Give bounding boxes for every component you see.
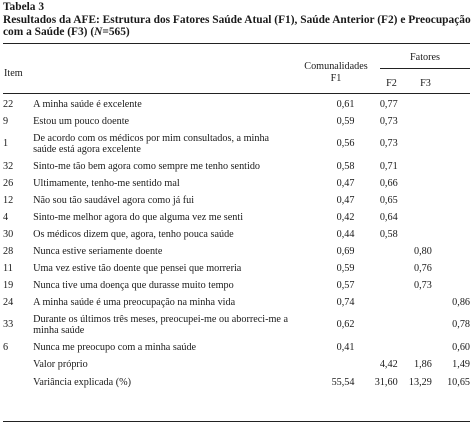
- row-number: 22: [3, 98, 14, 110]
- row-loading-f1: 0,71: [379, 160, 398, 172]
- table-n-symbol: N: [94, 26, 103, 39]
- table-row: [3, 113, 470, 130]
- row-text: Os médicos dizem que, agora, tenho pouca saúde: [33, 228, 234, 240]
- row-number: 12: [3, 194, 14, 206]
- header-comunalidades: Comunalidades: [304, 61, 368, 72]
- header-f1: F1: [330, 73, 342, 84]
- row-number: 4: [3, 211, 9, 223]
- row-loading-f3: [432, 260, 470, 277]
- summary-f3: 10,65: [447, 377, 470, 389]
- row-loading-f2: [398, 192, 432, 209]
- summary-f3: 1,49: [452, 359, 470, 371]
- row-communality: 0,56: [336, 138, 355, 150]
- table-row: [3, 294, 470, 311]
- row-text: Ultimamente, tenho-me sentido mal: [33, 177, 180, 189]
- row-loading-f1: [354, 260, 397, 277]
- summary-communality: [288, 356, 354, 374]
- table-row: [3, 260, 470, 277]
- row-loading-f3: [432, 158, 470, 175]
- table-row: [3, 311, 470, 339]
- row-text: Sinto-me melhor agora do que alguma vez me senti: [33, 211, 244, 223]
- row-text: Nunca tive uma doença que durasse muito tempo: [33, 279, 234, 291]
- table-title-text: Resultados da AFE: Estrutura dos Fatores Saúde Atual (F1), Saúde Anterior (F2) e Preocupação com a Saúde (F3) (: [3, 13, 471, 39]
- summary-communality: 55,54: [331, 377, 355, 389]
- row-loading-f2: [398, 311, 432, 339]
- table-title: [3, 14, 471, 39]
- summary-row: [3, 374, 470, 392]
- row-text: A minha saúde é excelente: [33, 98, 142, 110]
- table-n-value: =565): [102, 26, 130, 39]
- row-text: Sinto-me tão bem agora como sempre me tenho sentido: [33, 160, 261, 172]
- row-number: 19: [3, 279, 14, 291]
- row-communality: 0,59: [336, 262, 355, 274]
- row-loading-f3: [432, 277, 470, 294]
- row-loading-f2: 0,76: [413, 262, 432, 274]
- row-text: De acordo com os médicos por mim consultados, a minha saúde está agora excelente: [33, 132, 270, 155]
- row-number: 33: [3, 319, 14, 331]
- top-rule: [3, 43, 470, 44]
- row-communality: 0,62: [336, 319, 355, 331]
- row-loading-f1: [354, 339, 397, 356]
- header-f3: F3: [420, 78, 431, 89]
- table-row: [3, 158, 470, 175]
- row-text: Estou um pouco doente: [33, 115, 130, 127]
- row-loading-f2: [398, 158, 432, 175]
- row-loading-f1: [354, 277, 397, 294]
- row-loading-f3: [432, 192, 470, 209]
- row-communality: 0,61: [336, 98, 355, 110]
- summary-f2: 13,29: [408, 377, 432, 389]
- row-communality: 0,69: [336, 245, 355, 257]
- row-loading-f2: [398, 226, 432, 243]
- row-loading-f3: [432, 209, 470, 226]
- header-fatores: Fatores: [410, 52, 440, 63]
- table-row: [3, 192, 470, 209]
- summary-index: [3, 374, 33, 392]
- row-text: Uma vez estive tão doente que pensei que morreria: [33, 262, 242, 274]
- row-communality: 0,44: [336, 228, 355, 240]
- row-loading-f1: [354, 243, 397, 260]
- table-row: [3, 243, 470, 260]
- row-communality: 0,47: [336, 177, 355, 189]
- row-loading-f2: [398, 130, 432, 158]
- row-communality: 0,47: [336, 194, 355, 206]
- row-loading-f3: 0,60: [452, 341, 470, 353]
- table-label: Tabela 3: [3, 1, 45, 13]
- table-row: [3, 175, 470, 192]
- row-loading-f3: [432, 226, 470, 243]
- row-loading-f2: [398, 339, 432, 356]
- row-number: 26: [3, 177, 14, 189]
- summary-label: Valor próprio: [33, 359, 88, 371]
- row-loading-f2: 0,80: [413, 245, 432, 257]
- row-loading-f1: 0,77: [379, 98, 398, 110]
- summary-f1: 4,42: [379, 359, 398, 371]
- row-communality: 0,41: [336, 341, 355, 353]
- row-loading-f2: [398, 209, 432, 226]
- row-loading-f1: 0,65: [379, 194, 398, 206]
- summary-f2: 1,86: [413, 359, 432, 371]
- row-loading-f1: 0,73: [379, 138, 398, 150]
- row-number: 6: [3, 341, 9, 353]
- table-caption: [3, 1, 471, 39]
- table-row: [3, 209, 470, 226]
- row-communality: 0,58: [336, 160, 355, 172]
- header-rule: [3, 93, 470, 94]
- factor-table: [3, 96, 470, 392]
- header-item: Item: [4, 68, 23, 79]
- row-number: 1: [3, 138, 9, 150]
- row-loading-f3: 0,86: [452, 296, 470, 308]
- row-loading-f3: [432, 130, 470, 158]
- row-number: 28: [3, 245, 14, 257]
- table-row: [3, 130, 470, 158]
- table-row: [3, 339, 470, 356]
- row-loading-f1: 0,66: [379, 177, 398, 189]
- row-communality: 0,57: [336, 279, 355, 291]
- row-loading-f1: 0,64: [379, 211, 398, 223]
- row-text: Durante os últimos três meses, preocupei-me ou aborreci-me a minha saúde: [33, 313, 289, 336]
- row-text: Nunca estive seriamente doente: [33, 245, 163, 257]
- table-row: [3, 226, 470, 243]
- table-row: [3, 96, 470, 113]
- summary-label: Variância explicada (%): [33, 377, 131, 389]
- row-number: 32: [3, 160, 14, 172]
- row-loading-f2: [398, 175, 432, 192]
- row-communality: 0,74: [336, 296, 355, 308]
- row-loading-f3: [432, 113, 470, 130]
- row-communality: 0,59: [336, 115, 355, 127]
- row-text: Nunca me preocupo com a minha saúde: [33, 341, 197, 353]
- summary-index: [3, 356, 33, 374]
- row-loading-f3: 0,78: [452, 319, 470, 331]
- row-number: 30: [3, 228, 14, 240]
- bottom-rule: [3, 421, 470, 422]
- row-loading-f2: [398, 96, 432, 113]
- row-loading-f3: [432, 175, 470, 192]
- row-loading-f1: 0,58: [379, 228, 398, 240]
- row-loading-f2: 0,73: [413, 279, 432, 291]
- row-loading-f1: [354, 294, 397, 311]
- fatores-rule: [380, 68, 470, 69]
- row-text: A minha saúde é uma preocupação na minha vida: [33, 296, 236, 308]
- summary-row: [3, 356, 470, 374]
- row-loading-f3: [432, 243, 470, 260]
- row-communality: 0,42: [336, 211, 355, 223]
- row-loading-f3: [432, 96, 470, 113]
- row-loading-f1: [354, 311, 397, 339]
- summary-f1: 31,60: [374, 377, 398, 389]
- row-text: Não sou tão saudável agora como já fui: [33, 194, 195, 206]
- row-loading-f2: [398, 113, 432, 130]
- row-number: 24: [3, 296, 14, 308]
- row-number: 9: [3, 115, 9, 127]
- table-row: [3, 277, 470, 294]
- row-loading-f1: 0,73: [379, 115, 398, 127]
- header-f2: F2: [386, 78, 397, 89]
- row-number: 11: [3, 262, 13, 274]
- row-loading-f2: [398, 294, 432, 311]
